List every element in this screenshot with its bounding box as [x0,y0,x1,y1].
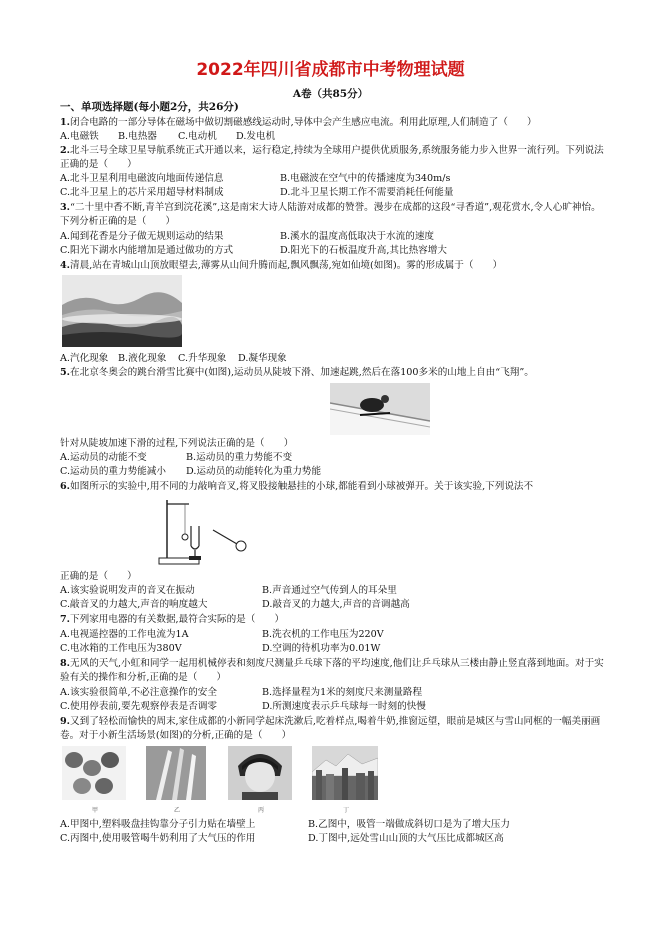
question-stem: 又到了轻松而愉快的周末,家住成都的小新同学起床洗漱后,吃着样点,喝着牛奶,推窗远望，眼前是城区与雪山同框的一幅美丽画卷。对于小新生活场景(如图)的分析,正确的是（ ） [60,716,601,741]
option-d: D.北斗卫星长期工作不需要消耗任何能量 [280,187,454,198]
question-number: 5. [60,367,71,378]
figure-caption-ding: 丁 [343,807,350,814]
option-a: A.电磁铁 [60,131,99,142]
question-stem: 闭合电路的一部分导体在磁场中做切割磁感线运动时,导体中会产生感应电流。利用此原理,人们制造了（ ） [70,117,537,128]
option-a: A.该实验说明发声的音叉在振动 [60,585,195,596]
option-a: A.甲图中,塑料吸盘挂钩靠分子引力贴在墙壁上 [60,819,256,830]
option-d: D.丁图中,远处雪山山顶的大气压比成都城区高 [308,833,504,844]
option-a: A.汽化现象 [60,353,109,364]
option-b: B.声音通过空气传到人的耳朵里 [262,585,397,596]
question-number: 4. [60,260,71,271]
ski-jump-photo [330,383,430,435]
option-a: A.运动员的动能不变 [60,452,147,463]
question-8 [60,657,605,685]
question-number: 8. [60,658,71,669]
option-a: A.电视遥控器的工作电流为1A [60,629,189,640]
question-number: 7. [60,614,71,625]
option-b: B.电磁波在空气中的传播速度为340m/s [280,173,451,184]
question-number: 1. [60,117,71,128]
option-d: D.运动员的动能转化为重力势能 [186,466,322,477]
suction-hooks-photo [62,746,126,800]
straws-photo [146,746,206,800]
option-a: A.闻到花香是分子做无规则运动的结果 [60,231,224,242]
question-stem: 无风的天气,小虹和同学一起用机械停表和刻度尺测量乒乓球下落的平均速度,他们让乒乓球从三楼由静止竖直落到地面。对于实验有关的操作和分析,正确的是（ ） [60,658,604,683]
option-b: B.运动员的重力势能不变 [186,452,293,463]
question-stem: 如图所示的实验中,用不同的力敲响音叉,将叉股接触悬挂的小球,都能看到小球被弹开。关于该实验,下列说法不 [70,481,534,492]
question-stem-continued: 针对从陡坡加速下滑的过程,下列说法正确的是（ ） [60,438,294,449]
question-1 [60,116,605,130]
option-b: B.电热器 [118,131,157,142]
tuning-fork-diagram [155,496,265,568]
section-heading: 一、单项选择题(每小题2分，共26分) [60,101,239,113]
question-6 [60,480,605,494]
option-c: C.阳光下湖水内能增加是通过做功的方式 [60,245,234,256]
option-b: B.乙图中，吸管一端做成斜切口是为了增大压力 [308,819,510,830]
option-a: A.该实验很简单,不必注意操作的安全 [60,687,217,698]
question-3 [60,201,605,229]
paper-part-label: A卷（共85分） [292,88,369,100]
question-5 [60,366,605,380]
option-d: D.空调的待机功率为0.01W [262,643,381,654]
question-number: 6. [60,481,71,492]
option-c: C.电动机 [178,131,217,142]
option-d: D.发电机 [236,131,276,142]
snow-mountain-city-photo [312,746,378,800]
option-c: C.使用停表前,要先观察停表是否调零 [60,701,218,712]
question-number: 2. [60,145,71,156]
option-c: C.电冰箱的工作电压为380V [60,643,182,654]
option-a: A.北斗卫星利用电磁波向地面传递信息 [60,173,224,184]
option-d: D.敲音叉的力越大,声音的音调越高 [262,599,410,610]
question-stem-continued: 正确的是（ ） [60,571,137,582]
option-d: D.凝华现象 [238,353,287,364]
misty-mountain-photo [62,275,182,347]
boy-drinking-milk-photo [228,746,292,800]
question-stem: 下列家用电器的有关数据,最符合实际的是（ ） [70,614,285,625]
option-b: B.液化现象 [118,353,167,364]
question-stem: 在北京冬奥会的跳台滑雪比赛中(如图),运动员从陡坡下滑、加速起跳,然后在落100多米的山地上自由“飞翔”。 [70,367,534,378]
option-d: D.所测速度表示乒乓球每一时刻的快慢 [262,701,426,712]
question-7 [60,613,605,627]
figure-caption-bing: 丙 [258,807,265,814]
question-stem: “二十里中香不断,青羊宫到浣花溪”,这是南宋大诗人陆游对成都的赞誉。漫步在成都的这段“寻香道”,观花赏水,令人心旷神怡。下列分析正确的是（ ） [60,202,601,227]
option-c: C.丙图中,使用吸管喝牛奶利用了大气压的作用 [60,833,256,844]
page-title: 2022年四川省成都市中考物理试题 [196,60,465,80]
option-b: B.溪水的温度高低取决于水流的速度 [280,231,435,242]
question-stem: 清晨,站在青城山山顶放眼望去,薄雾从山间升腾而起,飘风飘荡,宛如仙境(如图)。雾的形成属于（ ） [70,260,503,271]
option-d: D.阳光下的石板温度升高,其比热容增大 [280,245,447,256]
figure-caption-yi: 乙 [174,807,181,814]
figure-caption-jia: 甲 [92,807,99,814]
question-2 [60,144,605,172]
question-number: 3. [60,202,71,213]
question-9 [60,715,605,743]
option-c: C.运动员的重力势能减小 [60,466,166,477]
option-c: C.北斗卫星上的芯片采用超导材料制成 [60,187,224,198]
question-number: 9. [60,716,71,727]
option-b: B.洗衣机的工作电压为220V [262,629,384,640]
question-stem: 北斗三号全球卫星导航系统正式开通以来，运行稳定,持续为全球用户提供优质服务,系统服务能力步入世界一流行列。下列说法正确的是（ ） [60,145,604,170]
option-c: C.敲音叉的力越大,声音的响度越大 [60,599,208,610]
option-b: B.选择量程为1米的刻度尺来测量路程 [262,687,423,698]
question-4 [60,259,605,273]
option-c: C.升华现象 [178,353,227,364]
